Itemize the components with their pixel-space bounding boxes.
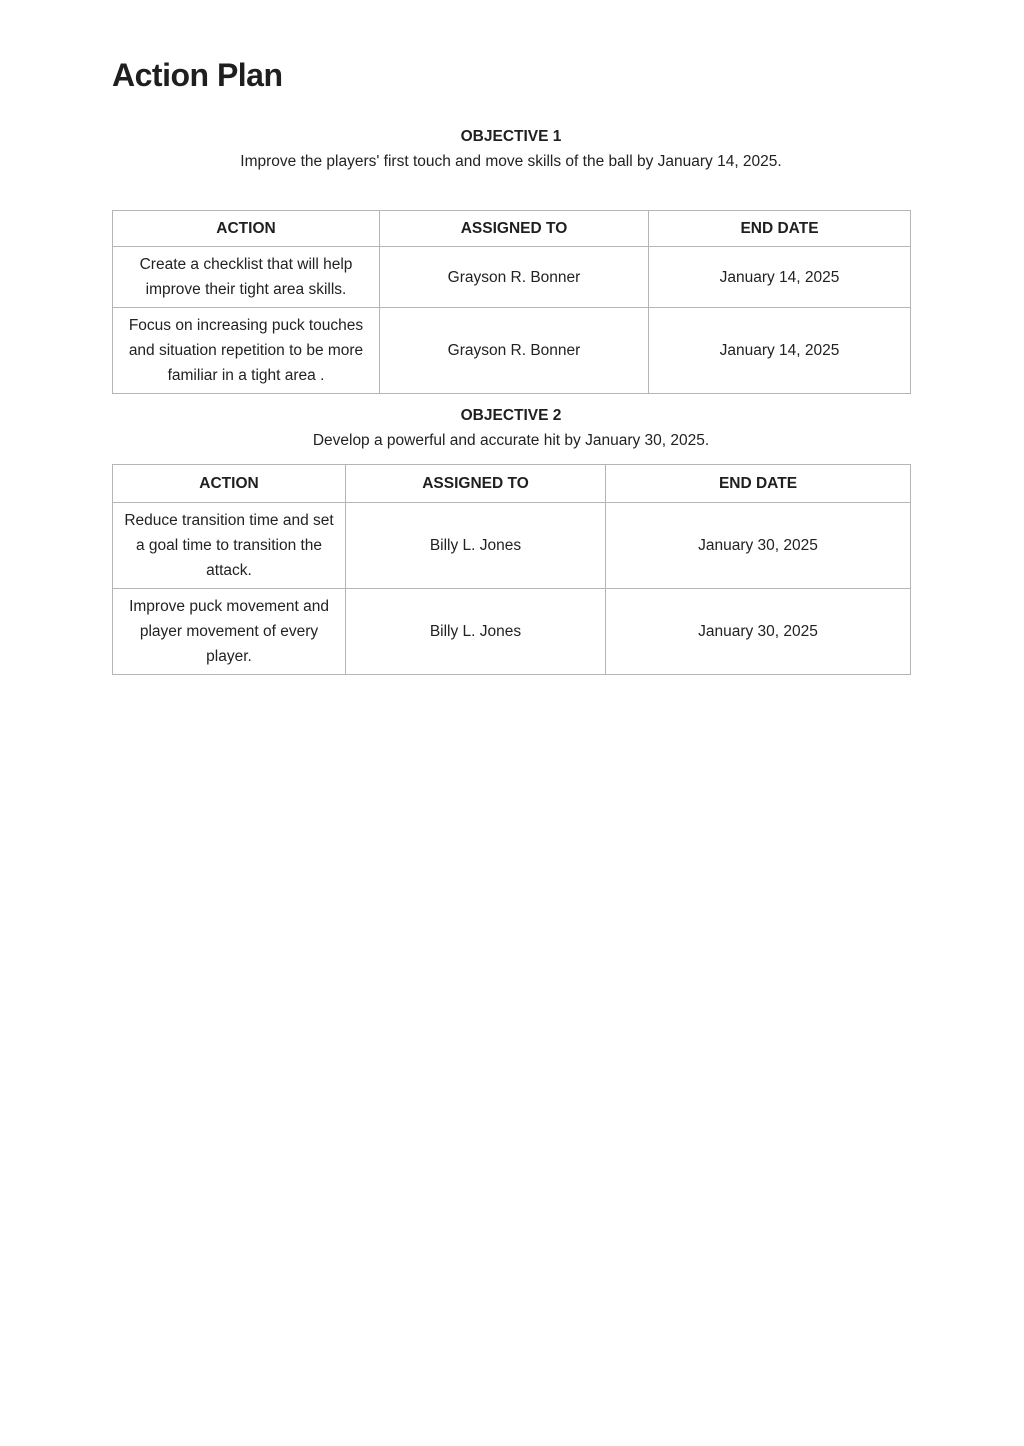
- assigned-to-cell: Grayson R. Bonner: [380, 247, 649, 308]
- action-cell: Create a checklist that will help improve their tight area skills.: [113, 247, 380, 308]
- objective-2-section: [112, 403, 910, 453]
- assigned-to-cell: Billy L. Jones: [346, 589, 606, 675]
- objective-1-description: Improve the players' first touch and move skills of the ball by January 14, 2025.: [240, 153, 782, 170]
- end-date-cell: January 14, 2025: [649, 308, 911, 394]
- objective-1-heading: OBJECTIVE 1: [460, 128, 562, 145]
- action-cell: Reduce transition time and set a goal time to transition the attack.: [113, 503, 346, 589]
- page-title: Action Plan: [112, 57, 283, 93]
- table-header-row: [113, 211, 911, 247]
- end-date-cell: January 30, 2025: [606, 503, 911, 589]
- end-date-cell: January 30, 2025: [606, 589, 911, 675]
- action-cell: Improve puck movement and player movement of every player.: [113, 589, 346, 675]
- column-header-action: ACTION: [113, 211, 380, 247]
- column-header-assigned-to: ASSIGNED TO: [346, 465, 606, 503]
- table-row: [113, 589, 911, 675]
- objective-2-table: [112, 464, 911, 675]
- objective-1-section: [112, 124, 910, 174]
- column-header-end-date: END DATE: [649, 211, 911, 247]
- objective-1-table: [112, 210, 911, 394]
- column-header-action: ACTION: [113, 465, 346, 503]
- end-date-cell: January 14, 2025: [649, 247, 911, 308]
- assigned-to-cell: Grayson R. Bonner: [380, 308, 649, 394]
- column-header-assigned-to: ASSIGNED TO: [380, 211, 649, 247]
- column-header-end-date: END DATE: [606, 465, 911, 503]
- assigned-to-cell: Billy L. Jones: [346, 503, 606, 589]
- table-row: [113, 247, 911, 308]
- objective-2-description: Develop a powerful and accurate hit by January 30, 2025.: [312, 432, 710, 449]
- table-row: [113, 308, 911, 394]
- table-row: [113, 503, 911, 589]
- objective-2-heading: OBJECTIVE 2: [460, 407, 562, 424]
- action-cell: Focus on increasing puck touches and situation repetition to be more familiar in a tight area .: [113, 308, 380, 394]
- table-header-row: [113, 465, 911, 503]
